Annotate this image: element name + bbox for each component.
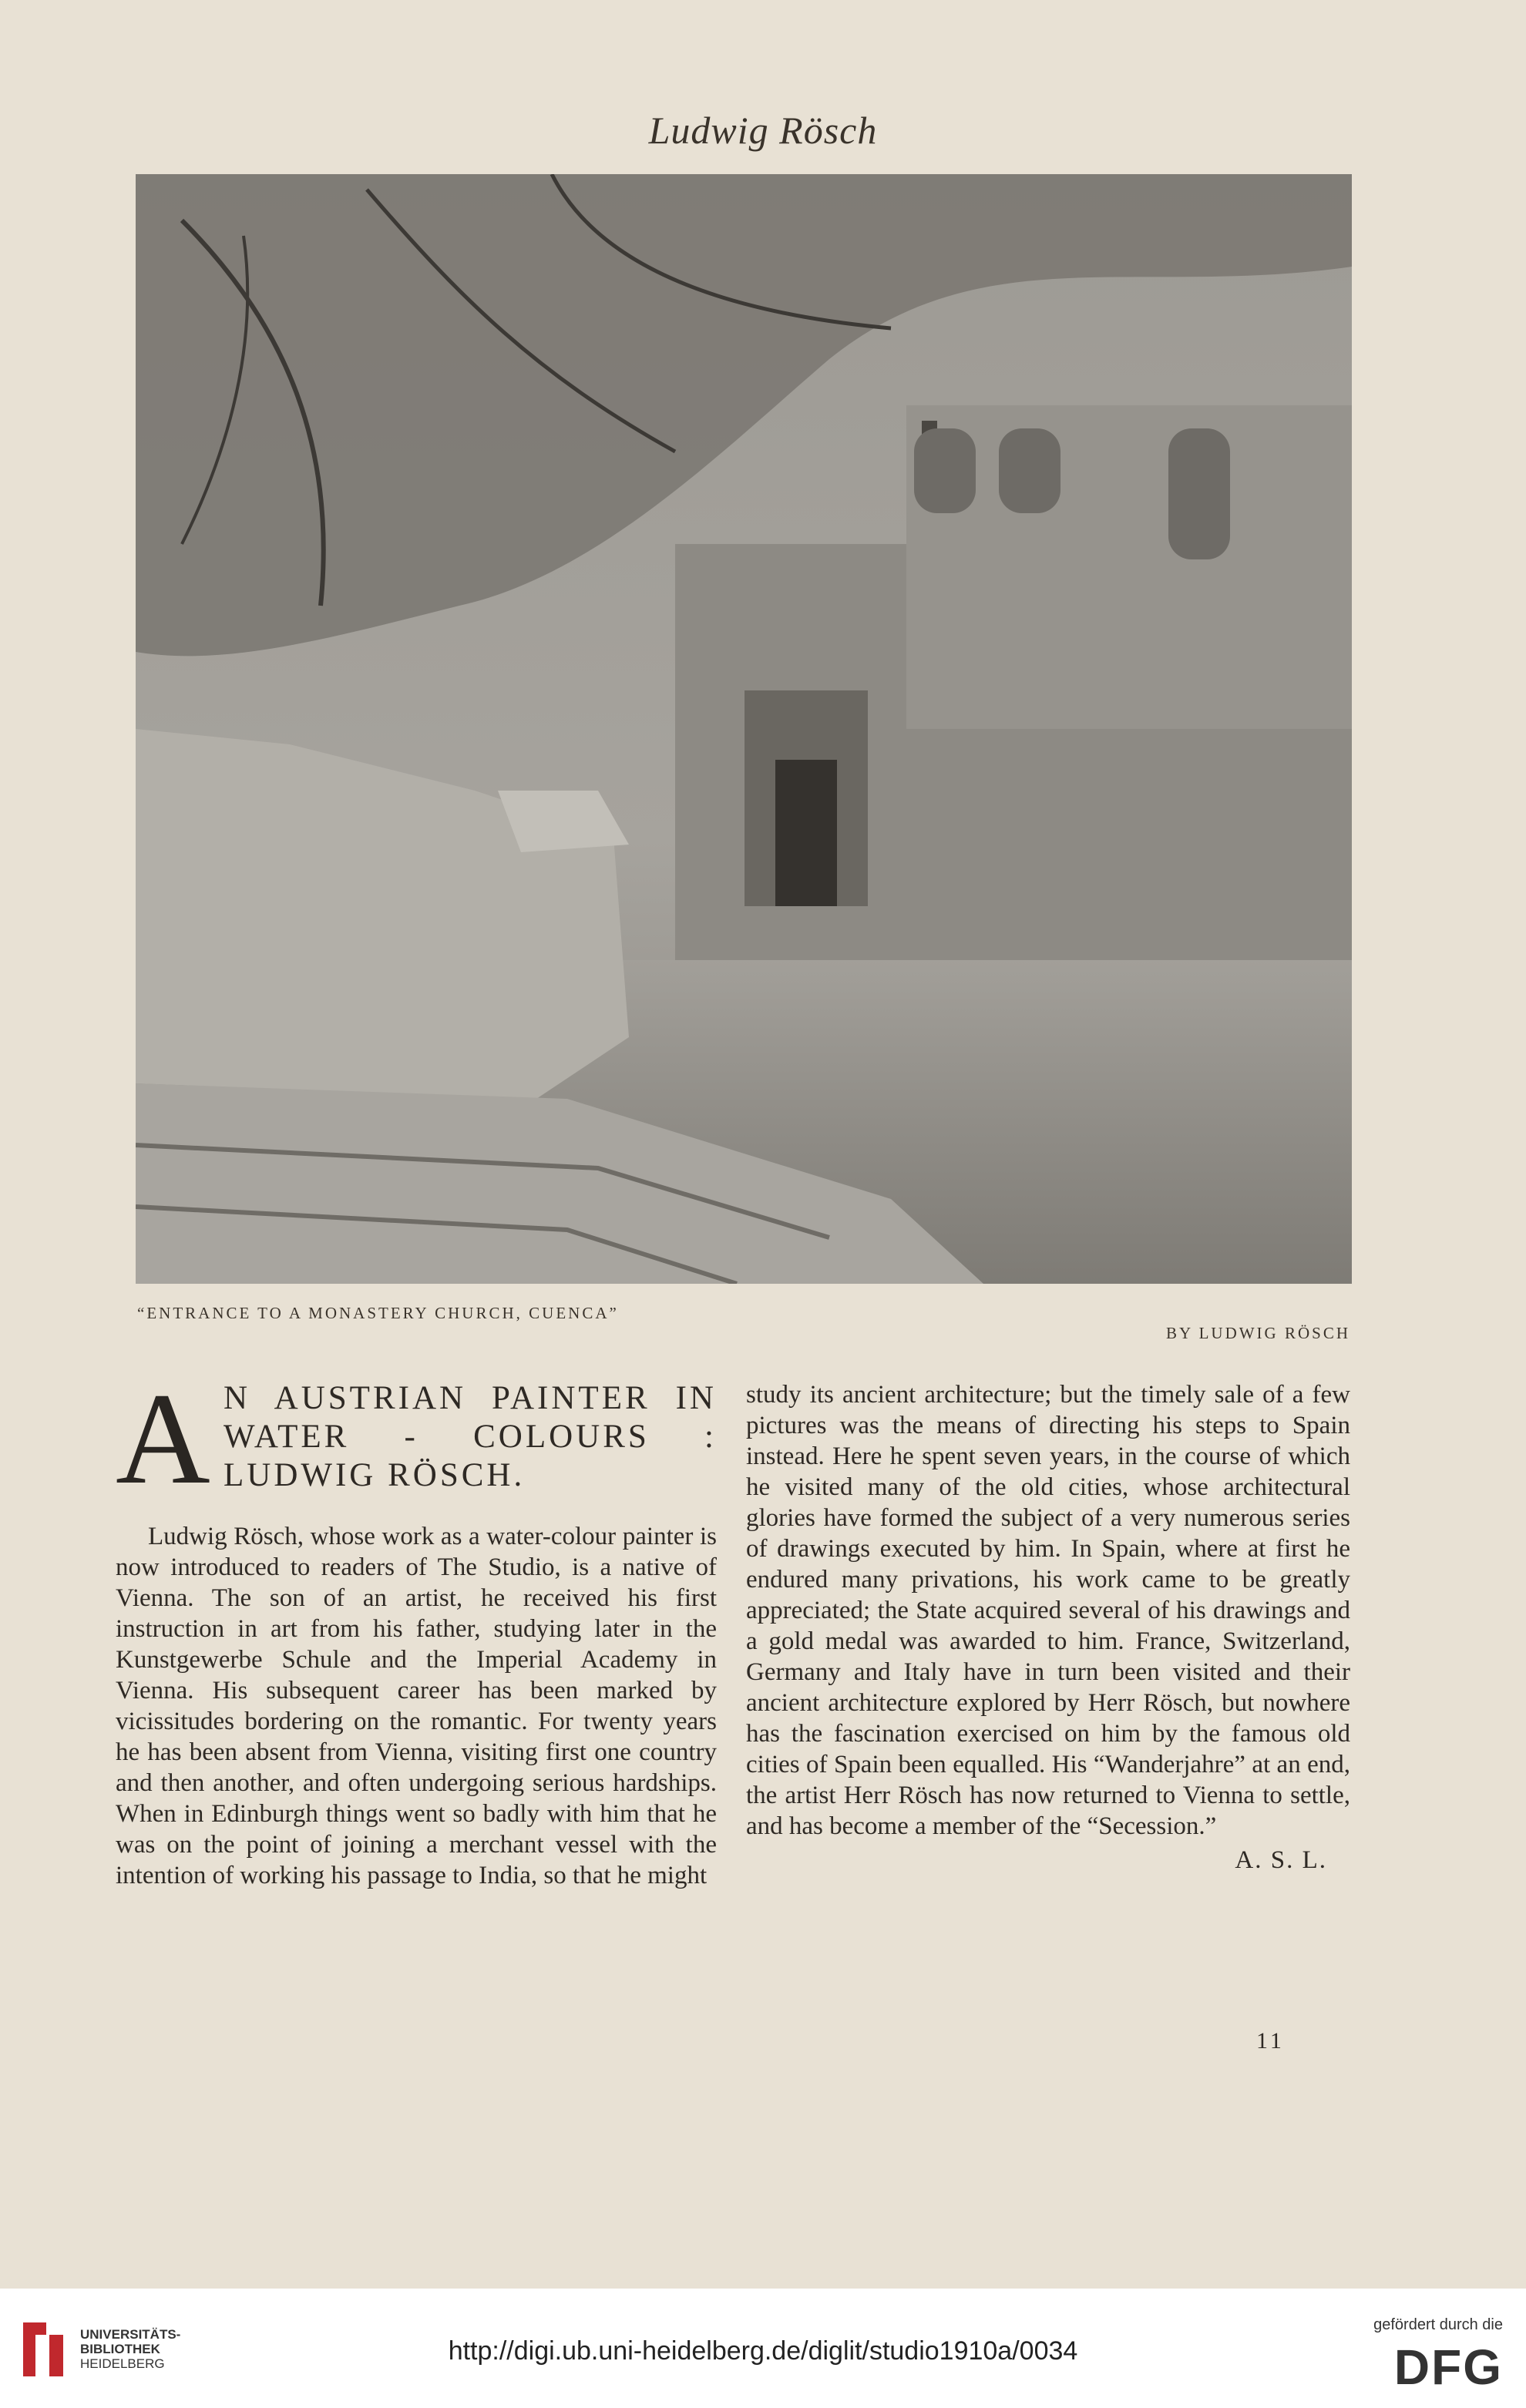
right-paragraph: study its ancient architecture; but the timely sale of a few pictures was the means of directing his steps to Spain instead. Here he spent seven years, in the course of which he visited many of the old cities, whose architectural glories have formed the subject of a very numerous series of drawings executed by him. In Spain, where at first he endured many privations, his work came to be greatly appreciated; the State acquired several of his drawings and a gold medal was awarded to him. France, Switzerland, Germany and Italy have in turn been visited and their ancient architecture explored by Herr Rösch, but nowhere has the fascination exercised on him by the famous old cities of Spain been equalled. His “Wanderjahre” at an end, the artist Herr Rösch has now returned to Vienna to settle, and has become a member of the “Secession.” (746, 1381, 1350, 1840)
library-line-2: BIBLIOTHEK (80, 2342, 160, 2356)
left-paragraph: Ludwig Rösch, whose work as a water-colour painter is now introduced to readers of The Studio, is a native of Vienna. The son of an artist, he received his first instruction in art from his father, studying later in the Kunstgewerbe Schule and the Imperial Academy in Vienna. His subsequent career has been marked by vicissitudes bordering on the romantic. For twenty years he has been absent from Vienna, visiting first one country and then another, and often undergoing serious hardships. When in Edinburgh things went so badly with him that he was on the point of joining a merchant vessel with the intention of working his passage to India, so that he might (116, 1523, 717, 1889)
library-line-1: UNIVERSITÄTS- (80, 2327, 181, 2342)
digitization-footer (0, 2289, 1526, 2408)
library-line-3: HEIDELBERG (80, 2356, 165, 2371)
source-url-link[interactable]: http://digi.ub.uni-heidelberg.de/diglit/studio1910a/0034 (448, 2336, 1078, 2366)
running-head: Ludwig Rösch (648, 109, 878, 152)
plate-illustration (136, 174, 1352, 1284)
dropcap: A (116, 1366, 210, 1511)
page-number: 11 (1256, 2028, 1285, 2054)
dfg-logo: DFG (1393, 2339, 1503, 2395)
article-left-column (116, 1366, 717, 1891)
article-headline (116, 1366, 717, 1511)
author-signature: A. S. L. (1235, 1846, 1327, 1874)
funded-by-text: gefördert durch die (1373, 2316, 1503, 2333)
monastery-painting-image (136, 174, 1352, 1284)
article-right-column (746, 1379, 1350, 1876)
headline-text: N AUSTRIAN PAINTER IN WATER - COLOURS : LUDWIG RÖSCH. (224, 1380, 717, 1493)
plate-caption-credit: BY LUDWIG RÖSCH (1165, 1324, 1350, 1342)
plate-caption-title: “ENTRANCE TO A MONASTERY CHURCH, CUENCA” (137, 1304, 619, 1322)
